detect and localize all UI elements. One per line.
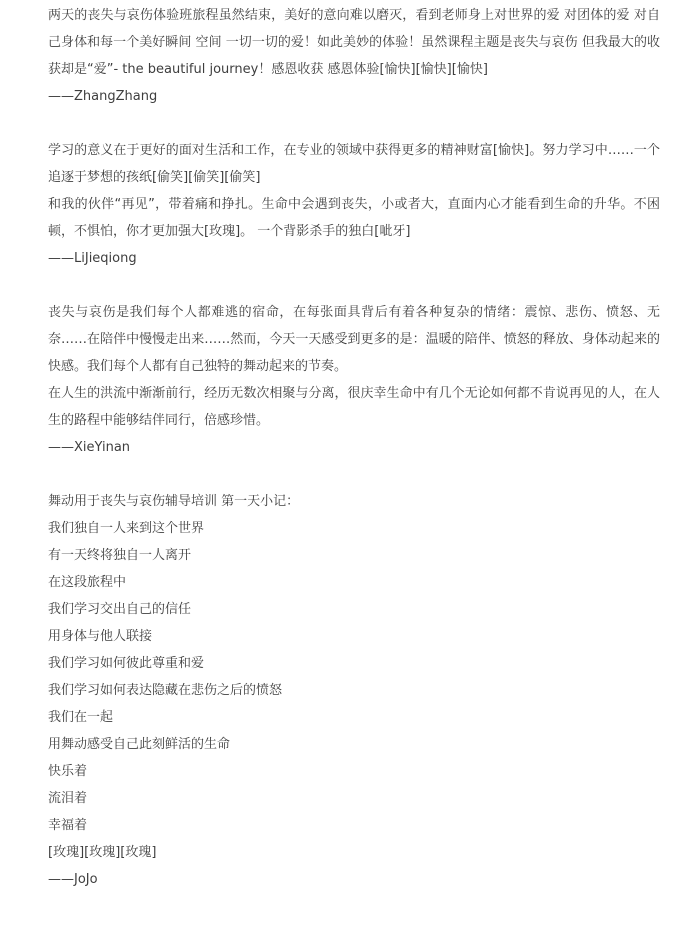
paragraph-text: 和我的伙伴“再见”，带着痛和挣扎。生命中会遇到丧失，小或者大，直面内心才能看到生命的升华。不困顿，不惧怕，你才更加强大[玫瑰]。 一个背影杀手的独白[呲牙] xyxy=(48,197,660,239)
poem-line: 幸福着 xyxy=(48,818,88,833)
poem-line: 在这段旅程中 xyxy=(48,575,127,590)
testimonial-lijieqiong xyxy=(48,137,660,272)
paragraph-text: 两天的丧失与哀伤体验班旅程虽然结束，美好的意向难以磨灭，看到老师身上对世界的爱 对团体的爱 对自己身体和每一个美好瞬间 空间 一切一切的爱！如此美妙的体验！虽然课程主题是丧失与哀伤 但我最大的收获却是“爱”- the beautiful journey！感恩收获 感恩体验[愉快][愉快][愉快] xyxy=(48,8,660,77)
testimonial-zhangzhang xyxy=(48,2,660,110)
paragraph-text: 在人生的洪流中渐渐前行，经历无数次相聚与分离，很庆幸生命中有几个无论如何都不肯说再见的人，在人生的路程中能够结伴同行，倍感珍惜。 xyxy=(48,386,660,428)
poem-line: 有一天终将独自一人离开 xyxy=(48,548,192,563)
paragraph-text: 丧失与哀伤是我们每个人都难逃的宿命，在每张面具背后有着各种复杂的情绪：震惊、悲伤、愤怒、无奈……在陪伴中慢慢走出来……然而，今天一天感受到更多的是：温暖的陪伴、愤怒的释放、身体动起来的快感。我们每个人都有自己独特的舞动起来的节奏。 xyxy=(48,305,660,374)
poem-line: 快乐着 xyxy=(48,764,88,779)
testimonial-xieyinan xyxy=(48,299,660,461)
poem-title: 舞动用于丧失与哀伤辅导培训 第一天小记： xyxy=(48,494,300,509)
poem-line: 我们学习如何彼此尊重和爱 xyxy=(48,656,205,671)
testimonial-jojo xyxy=(48,488,660,893)
signature: ——LiJieqiong xyxy=(48,251,137,266)
section-spacer xyxy=(48,110,660,137)
poem-line: 用身体与他人联接 xyxy=(48,629,153,644)
poem-line: 流泪着 xyxy=(48,791,88,806)
poem-line: 我们学习交出自己的信任 xyxy=(48,602,192,617)
poem-line: 我们独自一人来到这个世界 xyxy=(48,521,205,536)
poem-line: 用舞动感受自己此刻鲜活的生命 xyxy=(48,737,231,752)
poem-line: [玫瑰][玫瑰][玫瑰] xyxy=(48,845,157,860)
signature: ——ZhangZhang xyxy=(48,89,158,104)
signature: ——XieYinan xyxy=(48,440,131,455)
paragraph-text: 学习的意义在于更好的面对生活和工作，在专业的领域中获得更多的精神财富[愉快]。努力学习中……一个追逐于梦想的孩纸[偷笑][偷笑][偷笑] xyxy=(48,143,660,185)
section-spacer xyxy=(48,272,660,299)
signature: ——JoJo xyxy=(48,872,98,887)
poem-line: 我们学习如何表达隐藏在悲伤之后的愤怒 xyxy=(48,683,283,698)
poem-line: 我们在一起 xyxy=(48,710,114,725)
article-body xyxy=(48,2,660,893)
section-spacer xyxy=(48,461,660,488)
